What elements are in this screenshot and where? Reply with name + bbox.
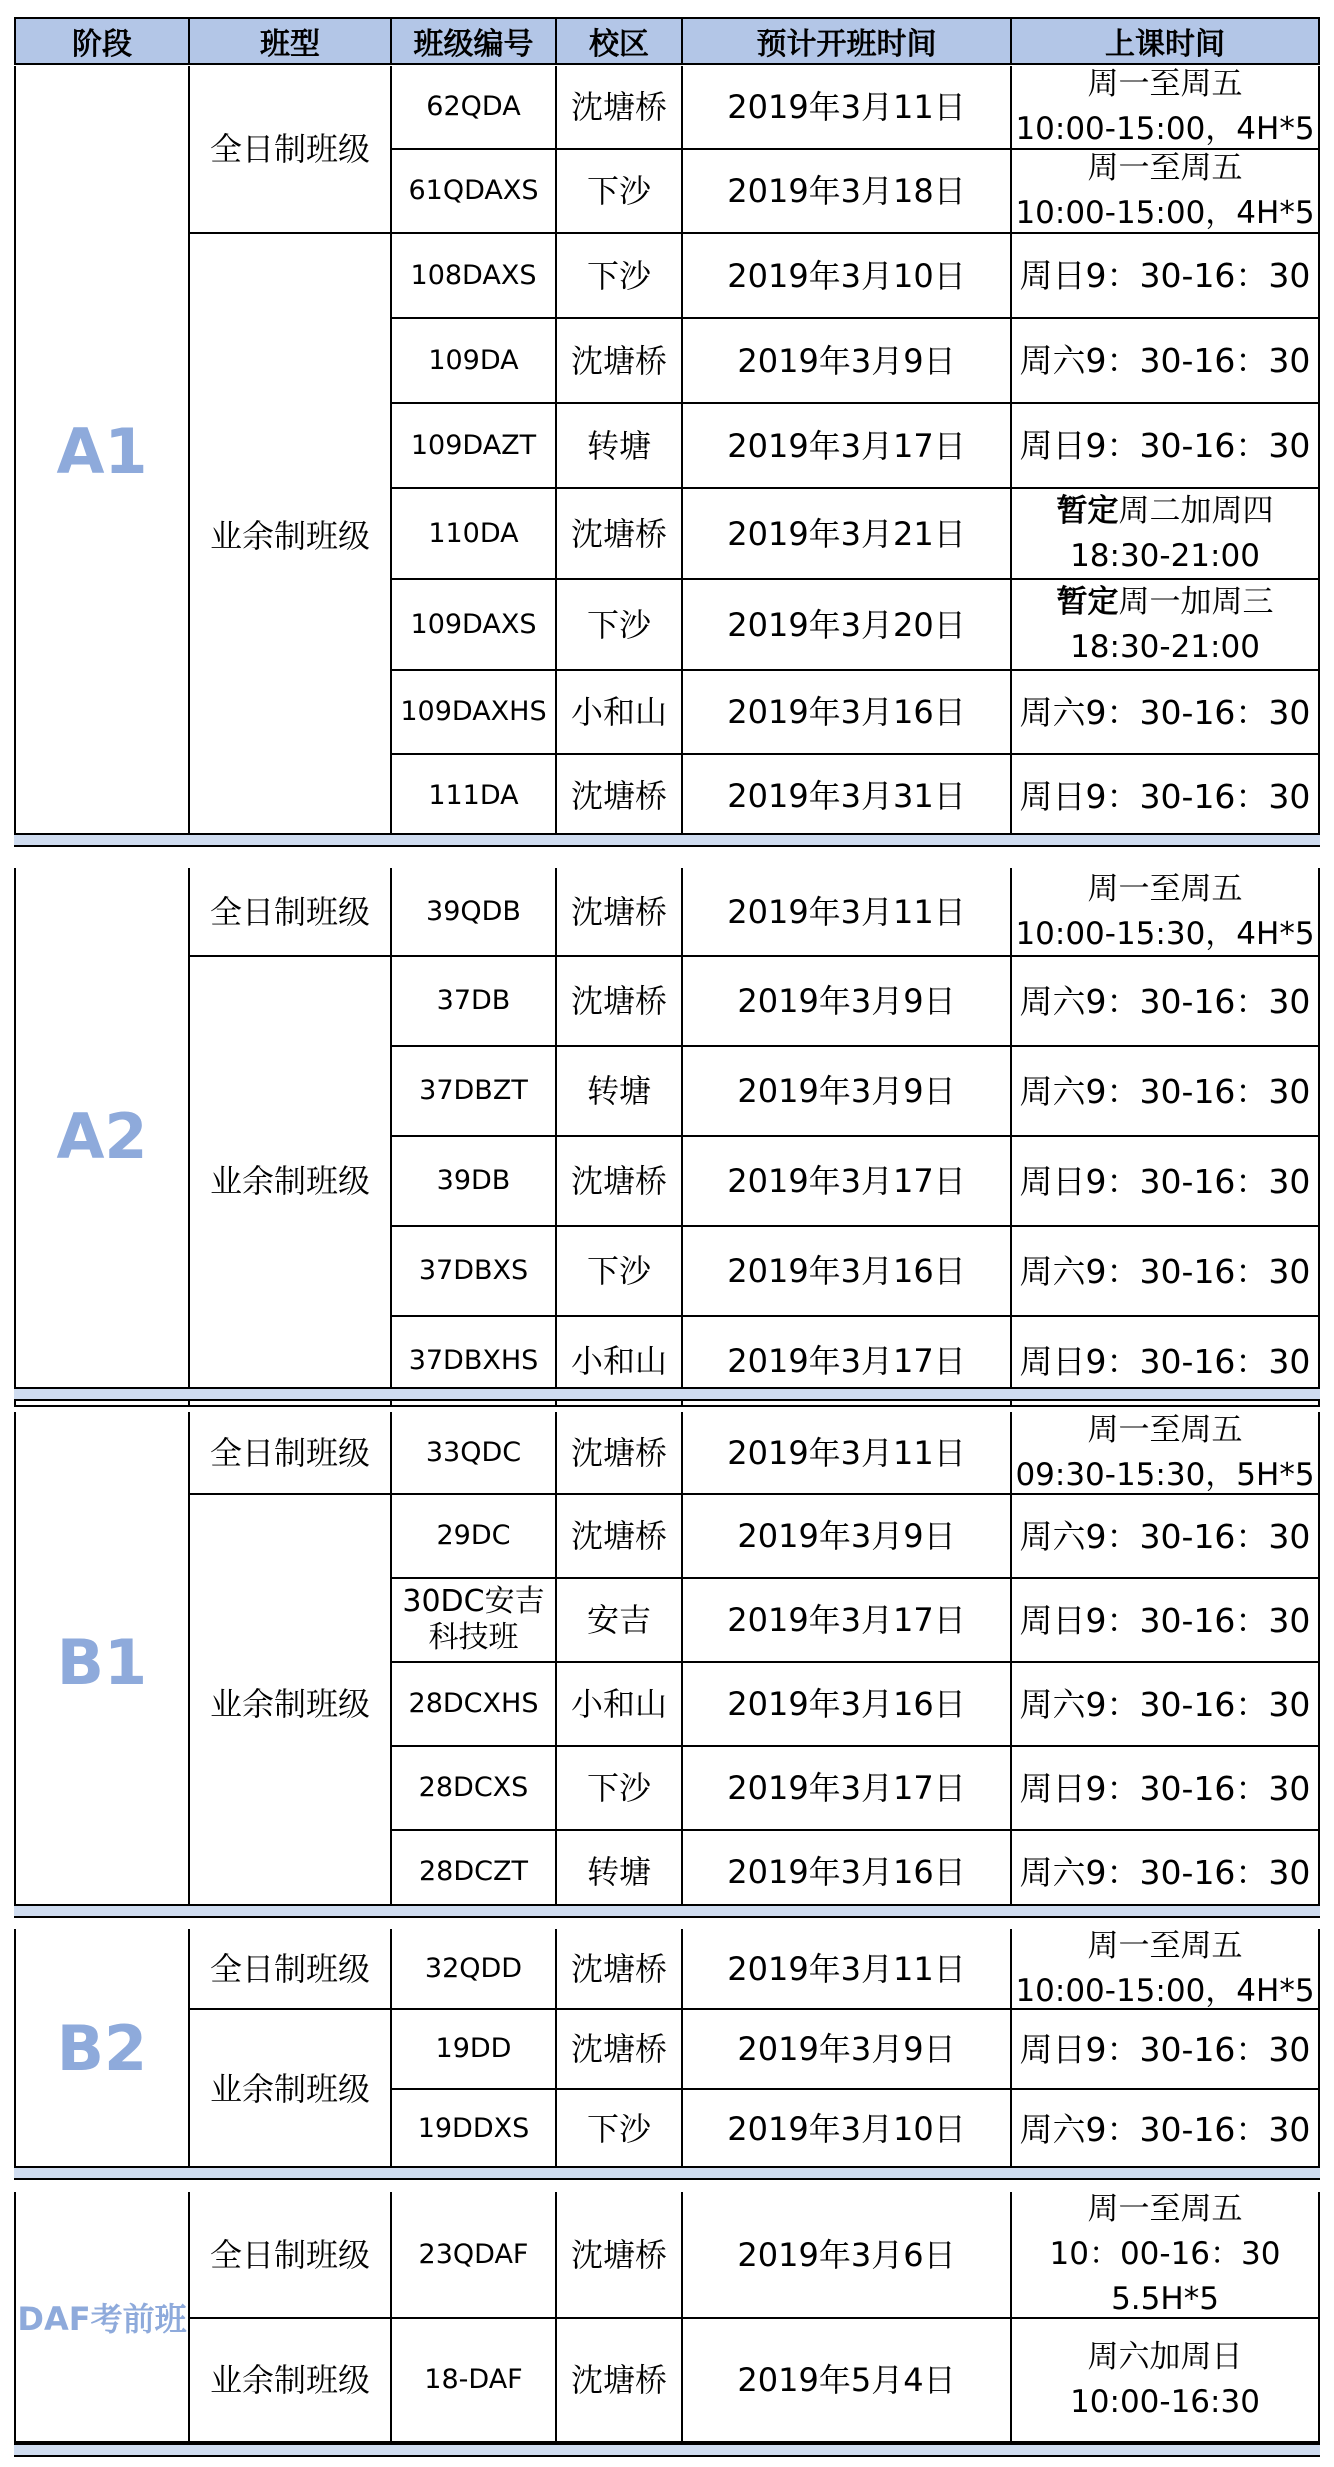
start-date-cell: 2019年3月18日 xyxy=(683,150,1012,234)
class-code-cell: 110DA xyxy=(392,489,557,580)
schedule-line: 周一至周五 xyxy=(1087,2191,1243,2227)
campus-cell: 转塘 xyxy=(557,1831,683,1915)
class-code-cell: 37DB xyxy=(392,957,557,1047)
start-date-cell: 2019年3月20日 xyxy=(683,580,1012,671)
campus-cell: 沈塘桥 xyxy=(557,319,683,404)
class-code-cell: 39QDB xyxy=(392,868,557,957)
schedule-line: 周六9：30-16：30 xyxy=(1019,692,1311,732)
start-date-cell: 2019年3月17日 xyxy=(683,1747,1012,1831)
class-type-cell: 业余制班级 xyxy=(190,234,392,839)
schedule-line: 周一至周五 xyxy=(1087,1411,1243,1448)
class-type-cell: 全日制班级 xyxy=(190,2192,392,2319)
campus-cell: 转塘 xyxy=(557,404,683,489)
class-type-cell: 业余制班级 xyxy=(190,957,392,1407)
campus-cell: 沈塘桥 xyxy=(557,66,683,150)
start-date-cell: 2019年3月10日 xyxy=(683,234,1012,319)
campus-cell: 下沙 xyxy=(557,234,683,319)
campus-cell: 下沙 xyxy=(557,150,683,234)
class-code-cell: 33QDC xyxy=(392,1412,557,1495)
schedule-cell xyxy=(1012,1137,1320,1227)
schedule-line: 10:00-15:00，4H*5 xyxy=(1015,195,1315,231)
campus-cell: 小和山 xyxy=(557,1663,683,1747)
start-date-cell: 2019年3月17日 xyxy=(683,404,1012,489)
schedule-line: 周六9：30-16：30 xyxy=(1019,1852,1311,1892)
schedule-cell xyxy=(1012,1227,1320,1317)
class-code-cell: 62QDA xyxy=(392,66,557,150)
class-code-cell: 18-DAF xyxy=(392,2319,557,2443)
group-separator xyxy=(14,1387,1320,1401)
schedule-cell xyxy=(1012,868,1320,957)
start-date-cell: 2019年3月11日 xyxy=(683,1929,1012,2010)
campus-cell: 转塘 xyxy=(557,1047,683,1137)
schedule-line: 10:00-15:00，4H*5 xyxy=(1015,1972,1315,2009)
schedule-line: 周日9：30-16：30 xyxy=(1019,2029,1311,2069)
schedule-line: 周六9：30-16：30 xyxy=(1019,1071,1311,1111)
schedule-line: 周日9：30-16：30 xyxy=(1019,1600,1311,1640)
start-date-cell: 2019年3月9日 xyxy=(683,1495,1012,1579)
stage-label: B1 xyxy=(14,1412,190,1915)
group-separator xyxy=(14,2443,1320,2457)
schedule-line: 周日9：30-16：30 xyxy=(1019,426,1311,465)
schedule-line: 周六9：30-16：30 xyxy=(1019,341,1311,380)
header-cell-0: 阶段 xyxy=(14,17,190,65)
top-strip xyxy=(0,0,1334,17)
header-cell-1: 班型 xyxy=(190,17,392,65)
schedule-line: 10:00-15:30，4H*5 xyxy=(1015,915,1315,952)
class-code-cell: 19DDXS xyxy=(392,2090,557,2170)
schedule-cell xyxy=(1012,2192,1320,2319)
group-separator xyxy=(14,833,1320,847)
class-code-cell: 37DBXS xyxy=(392,1227,557,1317)
campus-cell: 沈塘桥 xyxy=(557,2010,683,2090)
schedule-line: 周日9：30-16：30 xyxy=(1019,256,1311,295)
campus-cell: 沈塘桥 xyxy=(557,1137,683,1227)
class-type-cell: 全日制班级 xyxy=(190,868,392,957)
class-code-cell: 28DCZT xyxy=(392,1831,557,1915)
schedule-line: 周六9：30-16：30 xyxy=(1019,2109,1311,2149)
schedule-line xyxy=(1057,489,1274,534)
campus-cell: 安吉 xyxy=(557,1579,683,1663)
class-code-cell: 109DAZT xyxy=(392,404,557,489)
schedule-line: 周日9：30-16：30 xyxy=(1019,1161,1311,1201)
schedule-line: 周一至周五 xyxy=(1087,150,1243,186)
schedule-cell xyxy=(1012,2319,1320,2443)
schedule-line: 5.5H*5 xyxy=(1111,2281,1219,2317)
campus-cell: 小和山 xyxy=(557,671,683,755)
campus-cell: 下沙 xyxy=(557,1747,683,1831)
start-date-cell: 2019年3月16日 xyxy=(683,1663,1012,1747)
campus-cell: 沈塘桥 xyxy=(557,755,683,839)
class-type-cell: 全日制班级 xyxy=(190,1929,392,2010)
start-date-cell: 2019年3月16日 xyxy=(683,671,1012,755)
class-type-cell: 业余制班级 xyxy=(190,1495,392,1915)
class-code-cell: 28DCXS xyxy=(392,1747,557,1831)
start-date-cell: 2019年5月4日 xyxy=(683,2319,1012,2443)
class-code-cell: 37DBZT xyxy=(392,1047,557,1137)
class-code-cell: 109DAXS xyxy=(392,580,557,671)
schedule-line: 周一至周五 xyxy=(1087,1927,1243,1964)
schedule-cell xyxy=(1012,1929,1320,2010)
class-code-cell: 29DC xyxy=(392,1495,557,1579)
class-code-cell: 23QDAF xyxy=(392,2192,557,2319)
group-separator xyxy=(14,2166,1320,2180)
tentative-label: 暂定 xyxy=(1056,492,1119,529)
start-date-cell: 2019年3月9日 xyxy=(683,319,1012,404)
schedule-cell xyxy=(1012,1663,1320,1747)
schedule-cell xyxy=(1012,66,1320,150)
schedule-cell xyxy=(1012,580,1320,671)
header-cell-3: 校区 xyxy=(557,17,683,65)
schedule-line: 周六9：30-16：30 xyxy=(1019,1516,1311,1556)
schedule-line: 10:00-15:00，4H*5 xyxy=(1015,111,1315,147)
stage-label: A2 xyxy=(14,868,190,1407)
campus-cell: 下沙 xyxy=(557,2090,683,2170)
class-code-cell: 30DC安吉科技班 xyxy=(392,1579,557,1663)
class-type-cell: 全日制班级 xyxy=(190,66,392,234)
start-date-cell: 2019年3月9日 xyxy=(683,1047,1012,1137)
campus-cell: 下沙 xyxy=(557,1227,683,1317)
schedule-cell xyxy=(1012,404,1320,489)
schedule-text: 周二加周四 xyxy=(1118,492,1274,529)
schedule-line: 09:30-15:30，5H*5 xyxy=(1015,1456,1315,1493)
start-date-cell: 2019年3月10日 xyxy=(683,2090,1012,2170)
schedule-line: 10:00-16:30 xyxy=(1070,2384,1260,2420)
campus-cell: 沈塘桥 xyxy=(557,1929,683,2010)
start-date-cell: 2019年3月11日 xyxy=(683,1412,1012,1495)
start-date-cell: 2019年3月17日 xyxy=(683,1317,1012,1407)
class-code-cell: 32QDD xyxy=(392,1929,557,2010)
schedule-line xyxy=(1057,580,1274,625)
start-date-cell: 2019年3月21日 xyxy=(683,489,1012,580)
schedule-line: 周六9：30-16：30 xyxy=(1019,1251,1311,1291)
schedule-cell xyxy=(1012,1412,1320,1495)
schedule-cell xyxy=(1012,671,1320,755)
start-date-cell: 2019年3月16日 xyxy=(683,1227,1012,1317)
class-code-cell: 108DAXS xyxy=(392,234,557,319)
header-cell-2: 班级编号 xyxy=(392,17,557,65)
class-code-cell: 61QDAXS xyxy=(392,150,557,234)
campus-cell: 下沙 xyxy=(557,580,683,671)
class-code-cell: 111DA xyxy=(392,755,557,839)
schedule-line: 周六9：30-16：30 xyxy=(1019,981,1311,1021)
schedule-cell xyxy=(1012,150,1320,234)
campus-cell: 沈塘桥 xyxy=(557,868,683,957)
schedule-line: 10：00-16：30 xyxy=(1049,2236,1281,2272)
start-date-cell: 2019年3月16日 xyxy=(683,1831,1012,1915)
schedule-cell xyxy=(1012,755,1320,839)
schedule-line: 18:30-21:00 xyxy=(1070,628,1260,665)
class-code-cell: 37DBXHS xyxy=(392,1317,557,1407)
schedule-cell xyxy=(1012,319,1320,404)
class-code-cell: 109DA xyxy=(392,319,557,404)
stage-label: A1 xyxy=(14,66,190,839)
start-date-cell: 2019年3月9日 xyxy=(683,957,1012,1047)
schedule-line: 周一至周五 xyxy=(1087,870,1243,907)
schedule-cell xyxy=(1012,957,1320,1047)
schedule-cell xyxy=(1012,1831,1320,1915)
start-date-cell: 2019年3月11日 xyxy=(683,66,1012,150)
start-date-cell: 2019年3月9日 xyxy=(683,2010,1012,2090)
schedule-line: 周六加周日 xyxy=(1087,2339,1243,2375)
campus-cell: 沈塘桥 xyxy=(557,957,683,1047)
class-code-cell: 19DD xyxy=(392,2010,557,2090)
schedule-line: 18:30-21:00 xyxy=(1070,537,1260,574)
class-type-cell: 业余制班级 xyxy=(190,2319,392,2443)
campus-cell: 小和山 xyxy=(557,1317,683,1407)
schedule-cell xyxy=(1012,2090,1320,2170)
schedule-line: 周一至周五 xyxy=(1087,66,1243,102)
schedule-line: 周日9：30-16：30 xyxy=(1019,776,1311,816)
campus-cell: 沈塘桥 xyxy=(557,2192,683,2319)
stage-label: DAF考前班 xyxy=(14,2192,190,2443)
schedule-line: 周日9：30-16：30 xyxy=(1019,1341,1311,1381)
schedule-cell xyxy=(1012,2010,1320,2090)
campus-cell: 沈塘桥 xyxy=(557,2319,683,2443)
schedule-line: 周日9：30-16：30 xyxy=(1019,1768,1311,1808)
campus-cell: 沈塘桥 xyxy=(557,1495,683,1579)
class-code-cell: 28DCXHS xyxy=(392,1663,557,1747)
class-code-cell: 39DB xyxy=(392,1137,557,1227)
group-separator xyxy=(14,1904,1320,1918)
class-type-cell: 全日制班级 xyxy=(190,1412,392,1495)
stage-label: B2 xyxy=(14,1929,190,2170)
schedule-line: 周六9：30-16：30 xyxy=(1019,1684,1311,1724)
class-type-cell: 业余制班级 xyxy=(190,2010,392,2170)
header-cell-5: 上课时间 xyxy=(1012,17,1320,65)
campus-cell: 沈塘桥 xyxy=(557,1412,683,1495)
header-cell-4: 预计开班时间 xyxy=(683,17,1012,65)
start-date-cell: 2019年3月17日 xyxy=(683,1137,1012,1227)
schedule-cell xyxy=(1012,1579,1320,1663)
schedule-cell xyxy=(1012,1495,1320,1579)
start-date-cell: 2019年3月17日 xyxy=(683,1579,1012,1663)
tentative-label: 暂定 xyxy=(1056,583,1119,620)
schedule-cell xyxy=(1012,1747,1320,1831)
schedule-cell xyxy=(1012,489,1320,580)
start-date-cell: 2019年3月6日 xyxy=(683,2192,1012,2319)
schedule-cell xyxy=(1012,1047,1320,1137)
campus-cell: 沈塘桥 xyxy=(557,489,683,580)
schedule-cell xyxy=(1012,234,1320,319)
start-date-cell: 2019年3月31日 xyxy=(683,755,1012,839)
schedule-text: 周一加周三 xyxy=(1118,583,1274,620)
class-code-cell: 109DAXHS xyxy=(392,671,557,755)
start-date-cell: 2019年3月11日 xyxy=(683,868,1012,957)
